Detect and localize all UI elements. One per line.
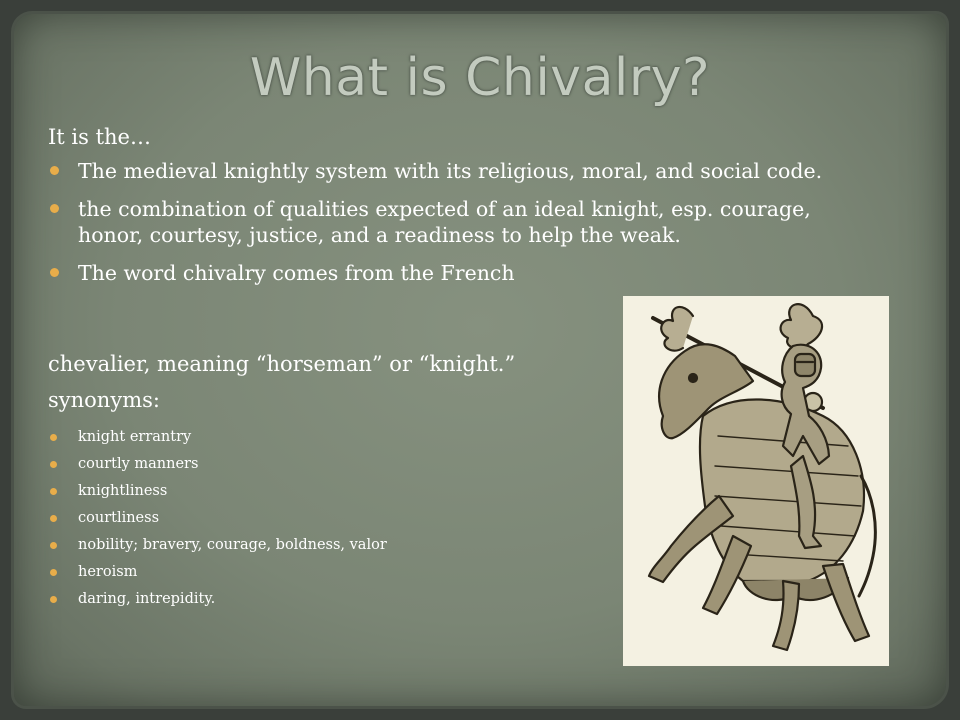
- slide-title: What is Chivalry?: [249, 48, 711, 108]
- synonym-item: [48, 478, 387, 505]
- synonym-text: courtly manners: [78, 456, 199, 472]
- bullet-icon: [50, 268, 59, 277]
- intro-text: It is the…: [48, 125, 151, 149]
- definition-text: The word chivalry comes from the French: [78, 261, 515, 285]
- synonyms-heading: synonyms:: [48, 388, 160, 412]
- definition-list: [48, 158, 848, 298]
- bullet-icon: [50, 569, 57, 576]
- knight-illustration: [623, 296, 889, 666]
- knight-on-horse-icon: [623, 296, 889, 666]
- synonym-item: [48, 424, 387, 451]
- synonym-item: [48, 559, 387, 586]
- synonym-item: [48, 505, 387, 532]
- bullet-icon: [50, 461, 57, 468]
- synonym-text: nobility; bravery, courage, boldness, valor: [78, 537, 387, 553]
- bullet-icon: [50, 488, 57, 495]
- synonym-text: knightliness: [78, 483, 168, 499]
- definition-text: the combination of qualities expected of an ideal knight, esp. courage, honor, courtesy, justice, and a readiness to help the weak.: [78, 197, 811, 247]
- synonym-list: [48, 424, 387, 613]
- etymology-continuation: chevalier, meaning “horseman” or “knight.”: [48, 352, 516, 376]
- definition-item: [48, 196, 848, 248]
- synonym-text: heroism: [78, 564, 138, 580]
- bullet-icon: [50, 515, 57, 522]
- definition-item: [48, 260, 848, 286]
- bullet-icon: [50, 166, 59, 175]
- synonym-item: [48, 532, 387, 559]
- bullet-icon: [50, 542, 57, 549]
- synonym-text: courtliness: [78, 510, 160, 526]
- bullet-icon: [50, 434, 57, 441]
- synonym-text: daring, intrepidity.: [78, 591, 216, 607]
- bullet-icon: [50, 204, 59, 213]
- bullet-icon: [50, 596, 57, 603]
- synonym-item: [48, 451, 387, 478]
- synonym-item: [48, 586, 387, 613]
- definition-text: The medieval knightly system with its religious, moral, and social code.: [78, 159, 823, 183]
- definition-item: [48, 158, 848, 184]
- synonym-text: knight errantry: [78, 429, 192, 445]
